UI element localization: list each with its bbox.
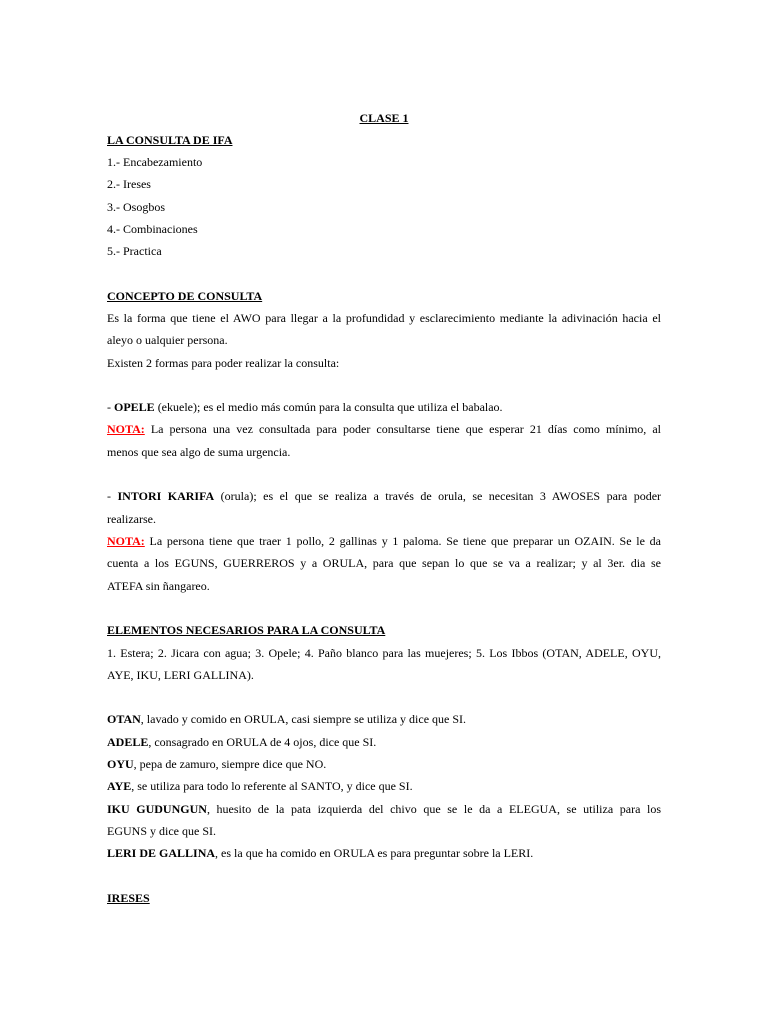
term-aye: AYE — [107, 779, 132, 793]
section-heading-ireses: IRESES — [107, 891, 150, 905]
nota-line: menos que sea algo de suma urgencia. — [107, 445, 291, 459]
term-text: , pepa de zamuro, siempre dice que NO. — [133, 757, 327, 771]
list-item: 4.- Combinaciones — [107, 222, 198, 236]
paragraph-line: aleyo o ualquier persona. — [107, 333, 228, 347]
term-adele: ADELE — [107, 735, 149, 749]
ibbo-line — [107, 756, 661, 772]
nota-label: NOTA: — [107, 422, 145, 436]
paragraph-line: realizarse. — [107, 512, 156, 526]
section-heading-concepto: CONCEPTO DE CONSULTA — [107, 289, 263, 303]
term-otan: OTAN — [107, 712, 141, 726]
nota-line — [107, 533, 661, 549]
page-title: CLASE 1 — [359, 111, 409, 125]
dash: - — [107, 400, 114, 414]
term-text: , consagrado en ORULA de 4 ojos, dice que SI. — [148, 735, 377, 749]
nota-line — [107, 421, 661, 437]
term-leri-de-gallina: LERI DE GALLINA — [107, 846, 216, 860]
paragraph-line: Existen 2 formas para poder realizar la consulta: — [107, 356, 340, 370]
term-text: , es la que ha comido en ORULA es para preguntar sobre la LERI. — [215, 846, 534, 860]
nota-line: cuenta a los EGUNS, GUERREROS y a ORULA, para que sepan lo que se va a realizar; y al 3er. dia se — [107, 556, 661, 570]
nota-text: La persona una vez consultada para poder consultarse tiene que esperar 21 días como mínimo, al — [144, 422, 661, 436]
opele-line — [107, 399, 661, 415]
list-item: 1.- Encabezamiento — [107, 155, 203, 169]
nota-text: La persona tiene que traer 1 pollo, 2 gallinas y 1 paloma. Se tiene que preparar un OZAIN. Se le da — [144, 534, 661, 548]
ibbo-line — [107, 801, 661, 817]
section-heading-consulta: LA CONSULTA DE IFA — [107, 133, 233, 147]
paragraph-line: Es la forma que tiene el AWO para llegar a la profundidad y esclarecimiento mediante la adivinación hacia el — [107, 311, 661, 325]
ibbo-line — [107, 845, 661, 861]
ibbo-line — [107, 734, 661, 750]
term-intori-karifa: INTORI KARIFA — [117, 489, 215, 503]
list-item: 2.- Ireses — [107, 177, 151, 191]
term-text: , se utiliza para todo lo referente al SANTO, y dice que SI. — [131, 779, 413, 793]
section-heading-elementos: ELEMENTOS NECESARIOS PARA LA CONSULTA — [107, 623, 386, 637]
term-opele: OPELE — [114, 400, 155, 414]
paragraph-line: AYE, IKU, LERI GALLINA). — [107, 668, 254, 682]
list-item: 5.- Practica — [107, 244, 162, 258]
list-item: 3.- Osogbos — [107, 200, 166, 214]
term-text: (orula); es el que se realiza a través de orula, se necesitan 3 AWOSES para poder — [214, 489, 662, 503]
nota-label: NOTA: — [107, 534, 145, 548]
intori-line — [107, 488, 661, 504]
ibbo-line — [107, 778, 661, 794]
paragraph-line: 1. Estera; 2. Jicara con agua; 3. Opele; 4. Paño blanco para las muejeres; 5. Los Ibbos (OTAN, ADELE, OYU, — [107, 646, 661, 660]
term-text: , huesito de la pata izquierda del chivo que se le da a ELEGUA, se utiliza para los — [206, 802, 661, 816]
term-oyu: OYU — [107, 757, 134, 771]
term-iku-gudungun: IKU GUDUNGUN — [107, 802, 207, 816]
term-text: , lavado y comido en ORULA, casi siempre se utiliza y dice que SI. — [140, 712, 467, 726]
ibbo-line: EGUNS y dice que SI. — [107, 824, 216, 838]
term-text: (ekuele); es el medio más común para la consulta que utiliza el babalao. — [154, 400, 503, 414]
ibbo-line — [107, 711, 661, 727]
nota-line: ATEFA sin ñangareo. — [107, 579, 210, 593]
dash: - — [107, 489, 118, 503]
